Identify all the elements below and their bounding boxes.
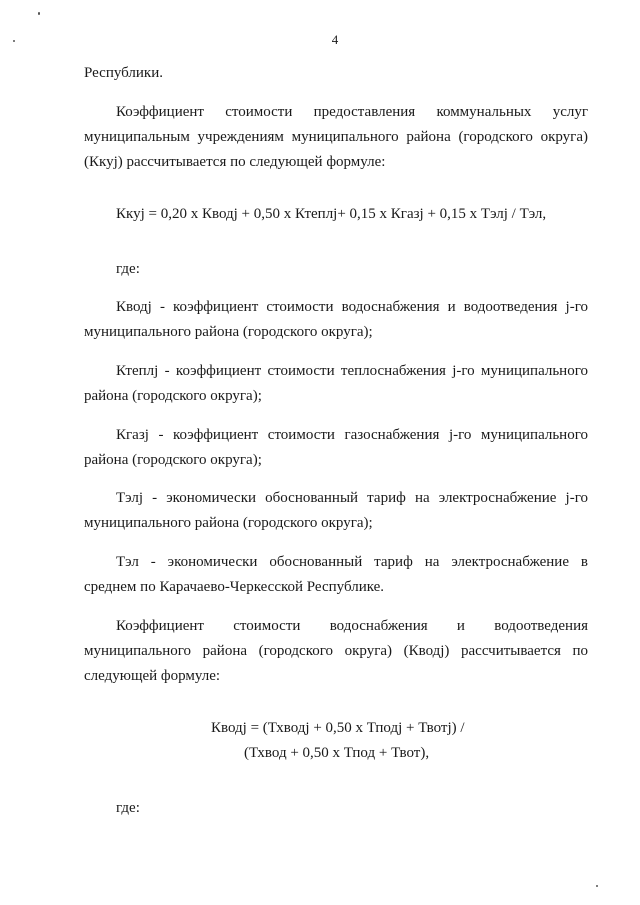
paragraph-line: муниципальным учреждениям муниципального района (городского округа) <box>84 129 588 145</box>
definition-line: района (городского округа); <box>84 452 262 468</box>
scan-speck <box>596 885 598 887</box>
paragraph-line: следующей формуле: <box>84 668 221 684</box>
definition-line: района (городского округа); <box>84 388 262 404</box>
page-number: 4 <box>331 32 339 47</box>
formula: (Тхвод + 0,50 х Тпод + Твот), <box>244 745 430 761</box>
definition-line: муниципального района (городского округа); <box>84 324 373 340</box>
definition-line: Тэл - экономически обоснованный тариф на электроснабжение в <box>116 554 588 570</box>
where-label: где: <box>116 800 140 816</box>
paragraph-line: Коэффициент стоимости предоставления коммунальных услуг <box>116 104 588 120</box>
paragraph-line: (Ккуj) рассчитывается по следующей формуле: <box>84 154 386 170</box>
paragraph-line: муниципального района (городского округа) (Кводj) рассчитывается по <box>84 643 588 659</box>
definition-line: Ктеплj - коэффициент стоимости теплоснабжения j-го муниципального <box>116 363 588 379</box>
paragraph-line: Коэффициент стоимости водоснабжения и водоотведения <box>116 618 588 634</box>
definition-line: Тэлj - экономически обоснованный тариф на электроснабжение j-го <box>116 490 588 506</box>
formula: Ккуj = 0,20 х Кводj + 0,50 х Ктеплj+ 0,15 х Кгазj + 0,15 х Тэлj / Тэл, <box>116 206 547 222</box>
continuation-text: Республики. <box>84 65 163 81</box>
definition-line: среднем по Карачаево-Черкесской Республике. <box>84 579 385 595</box>
where-label: где: <box>116 261 140 277</box>
scan-speck <box>38 12 40 15</box>
formula: Кводj = (Тхводj + 0,50 х Тподj + Твотj) / <box>211 720 465 736</box>
definition-line: Кводj - коэффициент стоимости водоснабжения и водоотведения j-го <box>116 299 588 315</box>
definition-line: Кгазj - коэффициент стоимости газоснабжения j-го муниципального <box>116 427 588 443</box>
definition-line: муниципального района (городского округа); <box>84 515 373 531</box>
